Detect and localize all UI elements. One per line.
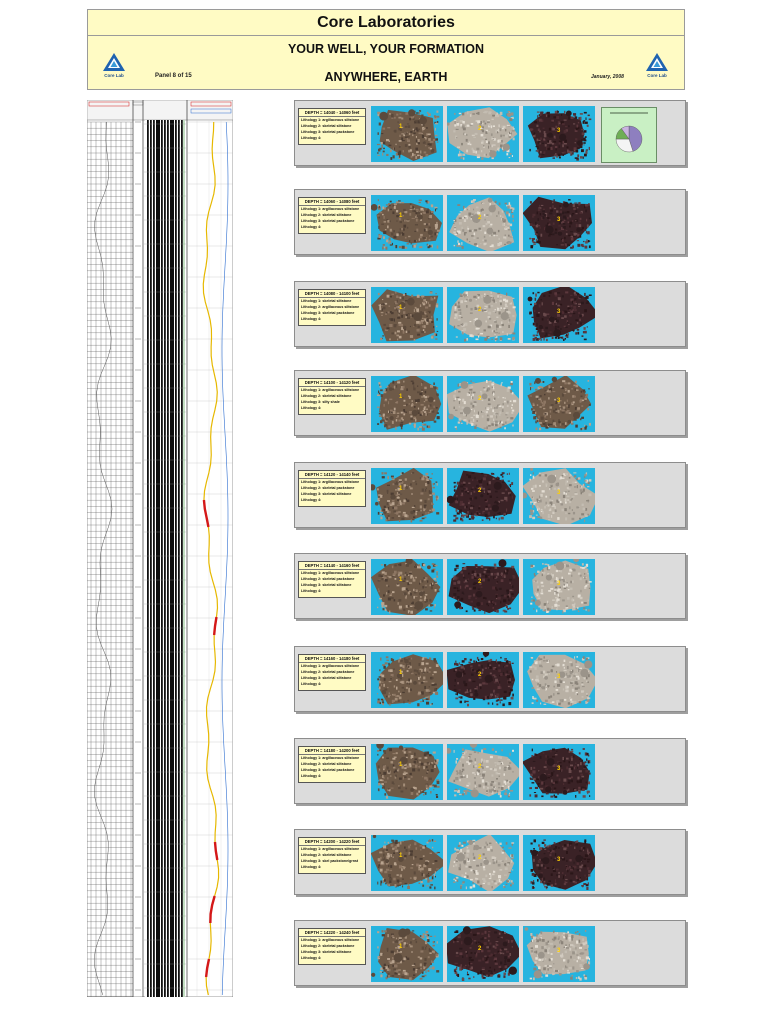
- logo-text-left: Core Lab: [104, 73, 124, 78]
- photo-number-marker: 3: [557, 309, 561, 315]
- depth-interval: DEPTH = 14080 - 14100 feet: [299, 290, 365, 298]
- company-title: Core Laboratories: [317, 14, 455, 31]
- sample-info-box: [298, 928, 366, 965]
- sample-panel: [294, 553, 686, 619]
- cuttings-photo: [447, 559, 519, 615]
- lithology-line: Lithology 2: skeletal packstone: [301, 670, 355, 674]
- lithology-line: Lithology 1: argillaceous siltstone: [301, 847, 360, 851]
- panel-number: Panel 8 of 15: [155, 73, 192, 79]
- sample-panel: [294, 370, 686, 436]
- cuttings-photo: [371, 744, 443, 800]
- sample-info-box: [298, 654, 366, 691]
- cuttings-photo: [447, 468, 519, 524]
- photo-number-marker: 1: [399, 394, 403, 400]
- cuttings-photo: [523, 926, 595, 982]
- lithology-line: Lithology 2: skeletal siltstone: [301, 213, 352, 217]
- cuttings-photo: [371, 468, 443, 524]
- core-lab-logo-right: [642, 50, 672, 80]
- cuttings-photo: [523, 376, 595, 432]
- report-date: January, 2008: [591, 74, 624, 80]
- lithology-line: Lithology 1: argillaceous siltstone: [301, 938, 360, 942]
- cuttings-photo: [447, 652, 519, 708]
- depth-interval: DEPTH = 14200 - 14220 feet: [299, 838, 365, 846]
- cuttings-photo: [447, 926, 519, 982]
- cuttings-photo: [371, 106, 443, 162]
- photo-number-marker: 3: [557, 766, 561, 772]
- lithology-line: Lithology 4:: [301, 317, 322, 321]
- lithology-line: Lithology 4:: [301, 865, 322, 869]
- depth-interval: DEPTH = 14180 - 14200 feet: [299, 747, 365, 755]
- photo-number-marker: 3: [557, 217, 561, 223]
- cuttings-photo: [523, 106, 595, 162]
- report-header: [87, 9, 685, 90]
- photo-number-marker: 3: [557, 948, 561, 954]
- photo-number-marker: 2: [478, 946, 482, 952]
- lithology-line: Lithology 4:: [301, 774, 322, 778]
- cuttings-photo: [523, 652, 595, 708]
- lithology-line: Lithology 2: skeletal siltstone: [301, 394, 352, 398]
- cuttings-photo: [371, 287, 443, 343]
- lithology-line: Lithology 1: argillaceous siltstone: [301, 118, 360, 122]
- sample-panel: [294, 281, 686, 347]
- lithology-line: Lithology 3: skeletal packstone: [301, 130, 355, 134]
- sample-info-box: [298, 561, 366, 598]
- depth-interval: DEPTH = 14220 - 14240 feet: [299, 929, 365, 937]
- lithology-pie-chart: [601, 107, 657, 163]
- cuttings-photo: [447, 376, 519, 432]
- photo-number-marker: 3: [557, 674, 561, 680]
- lithology-line: Lithology 2: skeletal packstone: [301, 577, 355, 581]
- sample-info-box: [298, 470, 366, 507]
- lithology-line: Lithology 3: skeletal siltstone: [301, 492, 352, 496]
- cuttings-photo: [523, 195, 595, 251]
- cuttings-photo: [523, 744, 595, 800]
- photo-number-marker: 2: [478, 215, 482, 221]
- depth-interval: DEPTH = 14160 - 14180 feet: [299, 655, 365, 663]
- well-log-strip: [87, 100, 233, 997]
- lithology-line: Lithology 4:: [301, 956, 322, 960]
- sample-panel: [294, 100, 686, 166]
- title-row: [88, 10, 684, 36]
- lithology-line: Lithology 1: argillaceous siltstone: [301, 756, 360, 760]
- lithology-line: Lithology 1: argillaceous siltstone: [301, 571, 360, 575]
- photo-number-marker: 1: [399, 486, 403, 492]
- depth-interval: DEPTH = 14040 - 14060 feet: [299, 109, 365, 117]
- cuttings-photo: [523, 835, 595, 891]
- depth-interval: DEPTH = 14140 - 14160 feet: [299, 562, 365, 570]
- lithology-line: Lithology 4:: [301, 406, 322, 410]
- sample-panel: [294, 829, 686, 895]
- cuttings-photo: [523, 468, 595, 524]
- location-subtitle: ANYWHERE, EARTH: [324, 70, 448, 84]
- photo-number-marker: 1: [399, 853, 403, 859]
- photo-number-marker: 3: [557, 857, 561, 863]
- cuttings-photo: [447, 744, 519, 800]
- lithology-line: Lithology 3: skeletal siltstone: [301, 676, 352, 680]
- lithology-line: Lithology 3: skeletal packstone: [301, 311, 355, 315]
- photo-number-marker: 2: [478, 126, 482, 132]
- lithology-line: Lithology 4:: [301, 225, 322, 229]
- lithology-line: Lithology 2: skeletal siltstone: [301, 124, 352, 128]
- cuttings-photo: [523, 559, 595, 615]
- cuttings-photo: [371, 926, 443, 982]
- photo-number-marker: 1: [399, 124, 403, 130]
- lithology-line: Lithology 2: argillaceous siltstone: [301, 305, 360, 309]
- photo-number-marker: 1: [399, 762, 403, 768]
- sample-info-box: [298, 378, 366, 415]
- lithology-line: Lithology 4:: [301, 136, 322, 140]
- depth-interval: DEPTH = 14120 - 14140 feet: [299, 471, 365, 479]
- lithology-line: Lithology 1: argillaceous siltstone: [301, 207, 360, 211]
- lithology-line: Lithology 3: skeletal packstone: [301, 768, 355, 772]
- sample-info-box: [298, 197, 366, 234]
- photo-number-marker: 2: [478, 488, 482, 494]
- sample-panel: [294, 738, 686, 804]
- lithology-line: Lithology 2: skeletal siltstone: [301, 762, 352, 766]
- photo-number-marker: 1: [399, 213, 403, 219]
- cuttings-photo: [523, 287, 595, 343]
- depth-interval: DEPTH = 14100 - 14120 feet: [299, 379, 365, 387]
- photo-number-marker: 1: [399, 305, 403, 311]
- lithology-line: Lithology 3: skeletal siltstone: [301, 583, 352, 587]
- cuttings-photo: [371, 835, 443, 891]
- lithology-line: Lithology 3: skel packstone/grnst: [301, 859, 359, 863]
- cuttings-photo: [447, 106, 519, 162]
- lithology-line: Lithology 3: silty shale: [301, 400, 340, 404]
- photo-number-marker: 2: [478, 855, 482, 861]
- sample-info-box: [298, 289, 366, 326]
- lithology-line: Lithology 1: argillaceous siltstone: [301, 664, 360, 668]
- cuttings-photo: [447, 835, 519, 891]
- cuttings-photo: [447, 195, 519, 251]
- lithology-line: Lithology 4:: [301, 498, 322, 502]
- photo-number-marker: 3: [557, 581, 561, 587]
- lithology-line: Lithology 1: skeletal siltstone: [301, 299, 352, 303]
- lithology-line: Lithology 4:: [301, 589, 322, 593]
- photo-number-marker: 3: [557, 128, 561, 134]
- photo-number-marker: 1: [399, 670, 403, 676]
- photo-number-marker: 1: [399, 577, 403, 583]
- photo-number-marker: 3: [557, 490, 561, 496]
- lithology-line: Lithology 4:: [301, 682, 322, 686]
- cuttings-photo: [447, 287, 519, 343]
- lithology-line: Lithology 1: argillaceous siltstone: [301, 388, 360, 392]
- sample-info-box: [298, 837, 366, 874]
- sample-panel: [294, 646, 686, 712]
- depth-interval: DEPTH = 14060 - 14080 feet: [299, 198, 365, 206]
- well-subtitle: YOUR WELL, YOUR FORMATION: [287, 42, 485, 56]
- sample-panel: [294, 189, 686, 255]
- photo-number-marker: 2: [478, 307, 482, 313]
- logo-text-right: Core Lab: [647, 73, 667, 78]
- core-lab-logo-left: [99, 50, 129, 80]
- lithology-line: Lithology 2: skeletal packstone: [301, 486, 355, 490]
- cuttings-photo: [371, 559, 443, 615]
- photo-number-marker: 3: [557, 398, 561, 404]
- photo-number-marker: 2: [478, 396, 482, 402]
- sample-info-box: [298, 108, 366, 145]
- cuttings-photo: [371, 195, 443, 251]
- cuttings-photo: [371, 652, 443, 708]
- sample-panel: [294, 462, 686, 528]
- lithology-line: Lithology 2: skeletal packstone: [301, 944, 355, 948]
- sample-panel: [294, 920, 686, 986]
- sample-info-box: [298, 746, 366, 783]
- lithology-line: Lithology 2: skeletal siltstone: [301, 853, 352, 857]
- log-graphic: [87, 100, 233, 997]
- photo-number-marker: 2: [478, 764, 482, 770]
- photo-number-marker: 2: [478, 672, 482, 678]
- photo-number-marker: 2: [478, 579, 482, 585]
- lithology-line: Lithology 1: argillaceous siltstone: [301, 480, 360, 484]
- cuttings-photo: [371, 376, 443, 432]
- photo-number-marker: 1: [399, 944, 403, 950]
- lithology-line: Lithology 3: skeletal siltstone: [301, 950, 352, 954]
- lithology-line: Lithology 3: skeletal packstone: [301, 219, 355, 223]
